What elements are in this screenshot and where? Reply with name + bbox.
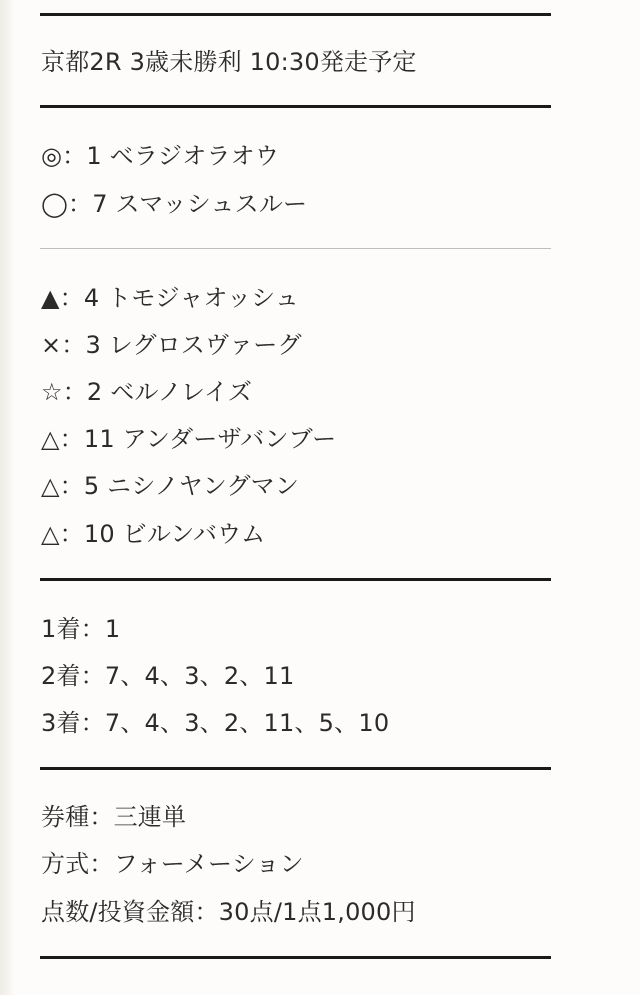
formation-third: 3着：7、4、3、2、11、5、10 — [41, 709, 390, 737]
bet-method: 方式：フォーメーション — [41, 850, 304, 878]
formation-first: 1着：1 — [41, 615, 121, 643]
pick-honmei: ◎：1 ベラジオラオウ — [41, 142, 280, 170]
pick-taikou: ◯：7 スマッシュスルー — [41, 190, 308, 218]
divider — [40, 956, 551, 959]
bet-points-amount: 点数/投資金額：30点/1点1,000円 — [41, 898, 416, 926]
bet-type: 券種：三連単 — [41, 803, 187, 831]
pick-batsu: ×：3 レグロスヴァーグ — [41, 331, 302, 359]
divider — [40, 767, 551, 770]
pick-renka: △：5 ニシノヤングマン — [41, 472, 300, 500]
formation-second: 2着：7、4、3、2、11 — [41, 662, 295, 690]
pick-renka: △：11 アンダーザバンブー — [41, 425, 337, 453]
race-title: 京都2R 3歳未勝利 10:30発走予定 — [41, 48, 417, 76]
divider — [40, 105, 551, 108]
divider — [40, 578, 551, 581]
pick-tanana: ▲：4 トモジャオッシュ — [41, 284, 300, 312]
thin-divider — [40, 248, 551, 249]
pick-renka: △：10 ビルンバウム — [41, 520, 266, 548]
pick-hoshi: ☆：2 ベルノレイズ — [41, 378, 253, 406]
divider — [40, 13, 551, 16]
